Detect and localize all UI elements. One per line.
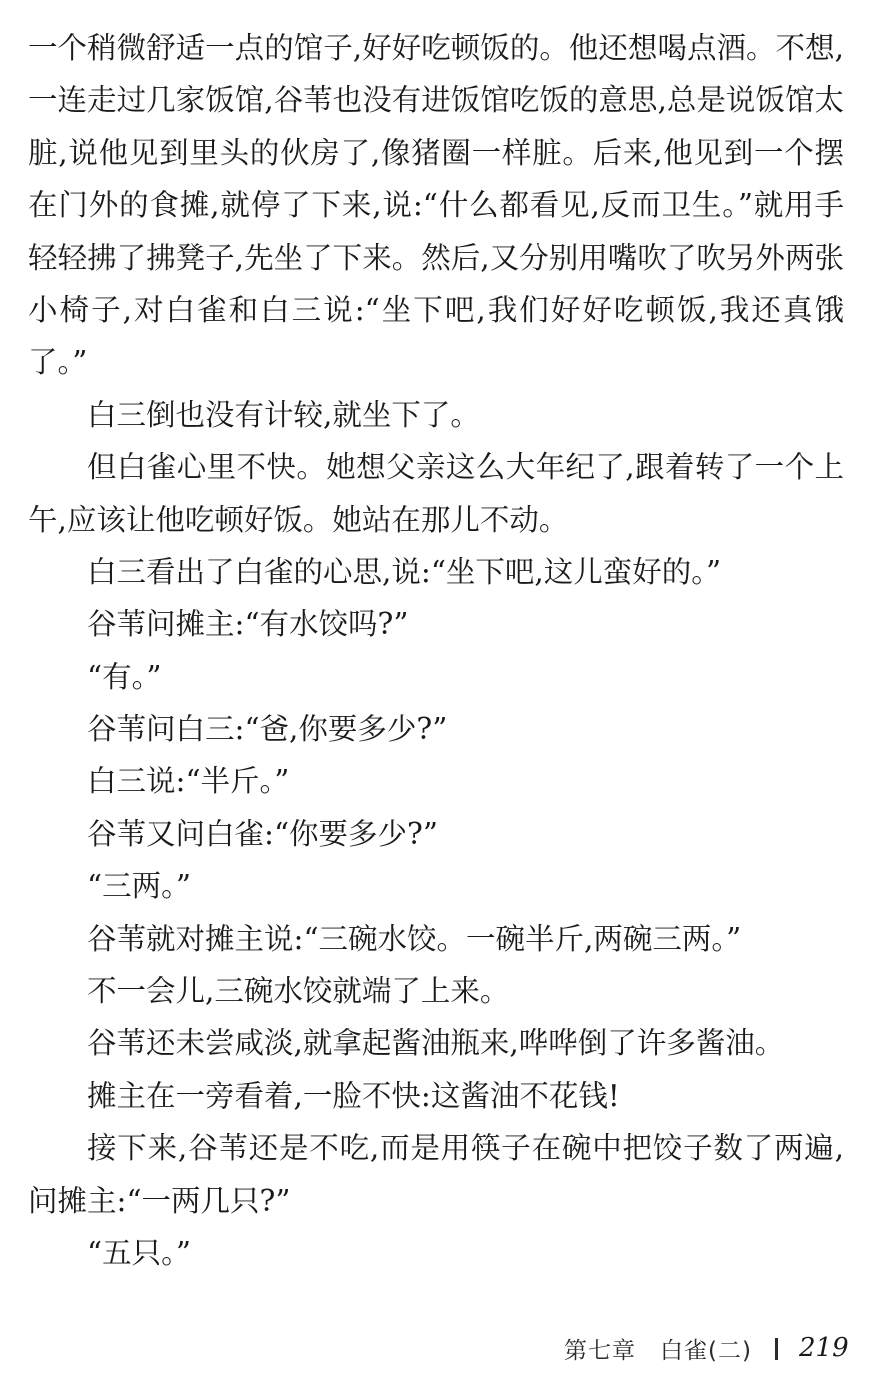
text-line: 脏,说他见到里头的伙房了,像猪圈一样脏。后来,他见到一个摆: [28, 135, 844, 170]
text-line: 但白雀心里不快。她想父亲这么大年纪了,跟着转了一个上: [87, 450, 844, 485]
text-line: 白三倒也没有计较,就坐下了。: [87, 397, 480, 432]
text-line: “三两。”: [87, 869, 191, 904]
page-footer: [0, 1330, 872, 1370]
text-line: 谷苇就对摊主说:“三碗水饺。一碗半斤,两碗三两。”: [87, 921, 742, 956]
text-line: 在门外的食摊,就停了下来,说:“什么都看见,反而卫生。”就用手: [28, 188, 844, 223]
text-line: 谷苇又问白雀:“你要多少?”: [87, 816, 438, 851]
page-number: 219: [799, 1333, 849, 1363]
text-line: “五只。”: [87, 1235, 191, 1270]
text-line: 接下来,谷苇还是不吃,而是用筷子在碗中把饺子数了两遍,: [87, 1131, 844, 1166]
text-line: 谷苇还未尝咸淡,就拿起酱油瓶来,哗哗倒了许多酱油。: [87, 1026, 785, 1061]
text-line: 午,应该让他吃顿好饭。她站在那儿不动。: [28, 502, 569, 537]
text-line: 一个稍微舒适一点的馆子,好好吃顿饭的。他还想喝点酒。不想,: [28, 31, 844, 65]
text-line: 白三说:“半斤。”: [87, 764, 290, 799]
text-line: 一连走过几家饭馆,谷苇也没有进饭馆吃饭的意思,总是说饭馆太: [28, 83, 844, 118]
page-body: [28, 22, 844, 1279]
text-line: 问摊主:“一两几只?”: [28, 1183, 291, 1218]
footer-divider: [775, 1338, 778, 1360]
text-line: “有。”: [87, 659, 162, 694]
text-line: 摊主在一旁看着,一脸不快:这酱油不花钱!: [87, 1078, 620, 1113]
text-line: 小椅子,对白雀和白三说:“坐下吧,我们好好吃顿饭,我还真饿: [28, 292, 844, 327]
text-line: 白三看出了白雀的心思,说:“坐下吧,这儿蛮好的。”: [87, 554, 722, 589]
text-line: 轻轻拂了拂凳子,先坐了下来。然后,又分别用嘴吹了吹另外两张: [28, 240, 844, 275]
running-footer-chapter: 第七章 白雀(二): [564, 1338, 752, 1364]
text-line: 了。”: [28, 345, 88, 380]
text-line: 谷苇问白三:“爸,你要多少?”: [87, 712, 448, 747]
text-line: 谷苇问摊主:“有水饺吗?”: [87, 607, 409, 642]
text-line: 不一会儿,三碗水饺就端了上来。: [87, 974, 510, 1009]
